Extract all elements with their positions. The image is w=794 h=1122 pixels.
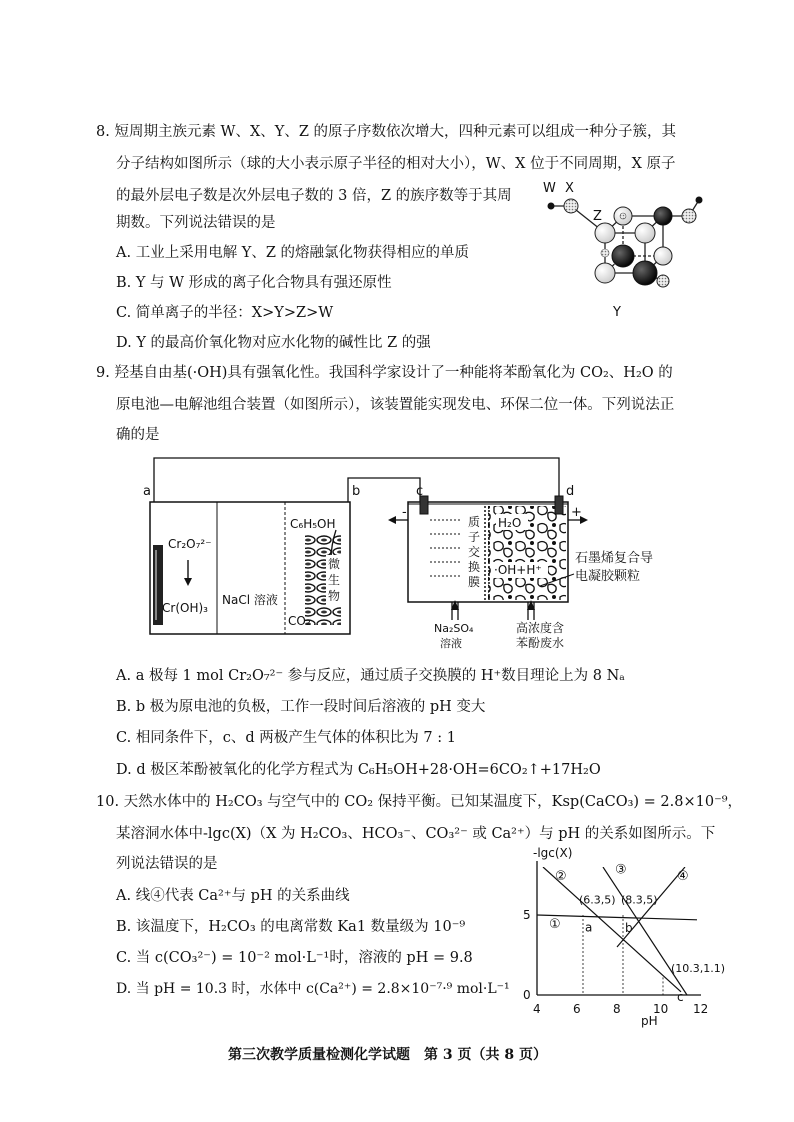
series-label-3: ③ <box>615 862 627 878</box>
x-tick-label-0: 4 <box>533 1002 541 1016</box>
q9-option-c[interactable]: C. 相同条件下，c、d 两极产生气体的体积比为 7 : 1 <box>116 730 456 746</box>
label-microbe-3: 物 <box>328 589 341 603</box>
x-tick-label-3: 10 <box>653 1002 669 1016</box>
label-c: c <box>416 484 424 499</box>
label-nacl: NaCl 溶液 <box>222 593 278 607</box>
series-line-1 <box>537 915 697 920</box>
label-na2so4: Na₂SO₄ <box>434 622 474 635</box>
series-label-2: ② <box>555 868 567 884</box>
series-label-4: ④ <box>677 868 689 884</box>
z-atom-4 <box>595 263 615 283</box>
label-a: a <box>143 484 151 499</box>
label-oh-h: ·OH+H⁺ <box>494 563 542 577</box>
label-d: d <box>566 484 575 499</box>
y-atom <box>633 261 657 285</box>
annotation-1: (6.3,5) <box>579 893 616 907</box>
lgc-ph-chart <box>505 846 726 1037</box>
label-na2so4-solution: 溶液 <box>440 637 462 650</box>
x-tick-label-4: 12 <box>693 1002 709 1016</box>
x-axis-label: pH <box>641 1014 658 1028</box>
q9-option-a[interactable]: A. a 极每 1 mol Cr₂O₇²⁻ 参与反应，通过质子交换膜的 H⁺数目理论上为 8 Nₐ <box>116 668 625 684</box>
label-membrane-2: 子 <box>468 530 481 544</box>
page-footer: 第三次教学质量检测化学试题 第 3 页（共 8 页） <box>228 1047 547 1063</box>
w-atom <box>548 203 555 210</box>
q9-stem-line-1: 9. 羟基自由基(·OH)具有强氧化性。我国科学家设计了一种能将苯酚氧化为 CO₂、H₂O 的 <box>96 365 673 381</box>
q9-option-b[interactable]: B. b 极为原电池的负极，工作一段时间后溶液的 pH 变大 <box>116 699 486 715</box>
label-plus: + <box>571 505 582 520</box>
label-co2: CO₂ <box>288 614 311 628</box>
label-h2o: H₂O <box>498 516 522 530</box>
q8-option-a[interactable]: A. 工业上采用电解 Y、Z 的熔融氯化物获得相应的单质 <box>116 245 470 261</box>
label-b: b <box>352 484 361 499</box>
q10-stem-line-1: 10. 天然水体中的 H₂CO₃ 与空气中的 CO₂ 保持平衡。已知某温度下，Ksp(CaCO₃) = 2.8×10⁻⁹， <box>96 794 743 810</box>
label-cr2o7: Cr₂O₇²⁻ <box>168 537 212 551</box>
x-tick-label-1: 6 <box>573 1002 581 1016</box>
y-tick-label-1: 5 <box>523 908 531 922</box>
q8-stem-line-3: 的最外层电子数是次外层电子数的 3 倍，Z 的族序数等于其周 <box>116 188 512 204</box>
q10-option-b[interactable]: B. 该温度下，H₂CO₃ 的电离常数 Ka1 数量级为 10⁻⁹ <box>116 919 466 935</box>
series-line-3 <box>603 867 687 995</box>
q8-stem-line-1: 8. 短周期主族元素 W、X、Y、Z 的原子序数依次增大，四种元素可以组成一种分子簇，其 <box>96 124 677 140</box>
q10-option-a[interactable]: A. 线④代表 Ca²⁺与 pH 的关系曲线 <box>116 888 350 904</box>
z-atom-5 <box>654 247 672 265</box>
label-microbe-2: 生 <box>328 573 341 587</box>
y-atom-back <box>612 245 634 267</box>
label-z: Z <box>593 209 602 224</box>
label-membrane-4: 换 <box>468 560 481 574</box>
label-waste-1: 高浓度含 <box>516 621 565 635</box>
annotation-3: (10.3,1.1) <box>671 962 726 976</box>
point-c: c <box>677 990 684 1004</box>
q8-stem-line-2: 分子结构如图所示（球的大小表示原子半径的相对大小），W、X 位于不同周期，X 原子 <box>116 156 676 172</box>
z-atom-2 <box>635 223 655 243</box>
q8-option-b[interactable]: B. Y 与 W 形成的离子化合物具有强还原性 <box>116 275 392 291</box>
point-b: b <box>625 921 633 936</box>
x-atom-bottom <box>657 275 669 287</box>
series-line-2 <box>543 867 681 992</box>
q9-stem-line-3: 确的是 <box>116 427 160 443</box>
y-atom-2 <box>654 207 672 225</box>
label-gel-2: 电凝胶颗粒 <box>575 569 641 584</box>
q9-stem-line-2: 原电池—电解池组合装置（如图所示），该装置能实现发电、环保二位一体。下列说法正 <box>116 397 675 413</box>
q8-option-c[interactable]: C. 简单离子的半径：X>Y>Z>W <box>116 305 334 321</box>
label-membrane-3: 交 <box>468 545 481 559</box>
label-phenol: C₆H₅OH <box>290 517 336 531</box>
label-y: Y <box>613 305 621 320</box>
q10-stem-line-3: 列说法错误的是 <box>116 856 218 872</box>
label-microbe-1: 微 <box>328 557 341 571</box>
label-membrane-1: 质 <box>468 515 481 529</box>
y-axis-label: -lgc(X) <box>533 846 573 860</box>
x-tick-label-2: 8 <box>613 1002 621 1016</box>
molecular-cluster-figure <box>535 178 715 323</box>
label-gel-1: 石墨烯复合导 <box>575 551 654 566</box>
label-w: W <box>543 181 556 196</box>
label-croh3: Cr(OH)₃ <box>162 601 208 615</box>
electrochemical-device-figure <box>140 450 700 655</box>
label-waste-2: 苯酚废水 <box>516 636 565 650</box>
label-minus: - <box>402 505 407 520</box>
x-atom-right <box>682 209 696 223</box>
x-atom <box>564 199 578 213</box>
label-membrane-5: 膜 <box>468 575 481 589</box>
electrode-d <box>555 496 563 514</box>
q8-option-d[interactable]: D. Y 的最高价氧化物对应水化物的碱性比 Z 的强 <box>116 335 431 351</box>
q10-option-c[interactable]: C. 当 c(CO₃²⁻) = 10⁻² mol·L⁻¹时，溶液的 pH = 9.8 <box>116 950 473 966</box>
w-atom-right <box>696 197 703 204</box>
q9-option-d[interactable]: D. d 极区苯酚被氧化的化学方程式为 C₆H₅OH+28·OH=6CO₂↑+17H₂O <box>116 762 601 778</box>
q10-stem-line-2: 某溶洞水体中-lgc(X)（X 为 H₂CO₃、HCO₃⁻、CO₃²⁻ 或 Ca²⁺）与 pH 的关系如图所示。下 <box>116 826 716 842</box>
z-atom <box>595 223 615 243</box>
point-a: a <box>585 920 593 935</box>
annotation-2: (8.3,5) <box>621 893 658 907</box>
q10-option-d[interactable]: D. 当 pH = 10.3 时，水体中 c(Ca²⁺) = 2.8×10⁻⁷·⁹ mol·L⁻¹ <box>116 981 510 997</box>
y-tick-label-0: 0 <box>523 988 531 1002</box>
series-label-1: ① <box>549 916 561 932</box>
label-x: X <box>565 181 574 196</box>
q8-stem-line-4: 期数。下列说法错误的是 <box>116 215 276 231</box>
